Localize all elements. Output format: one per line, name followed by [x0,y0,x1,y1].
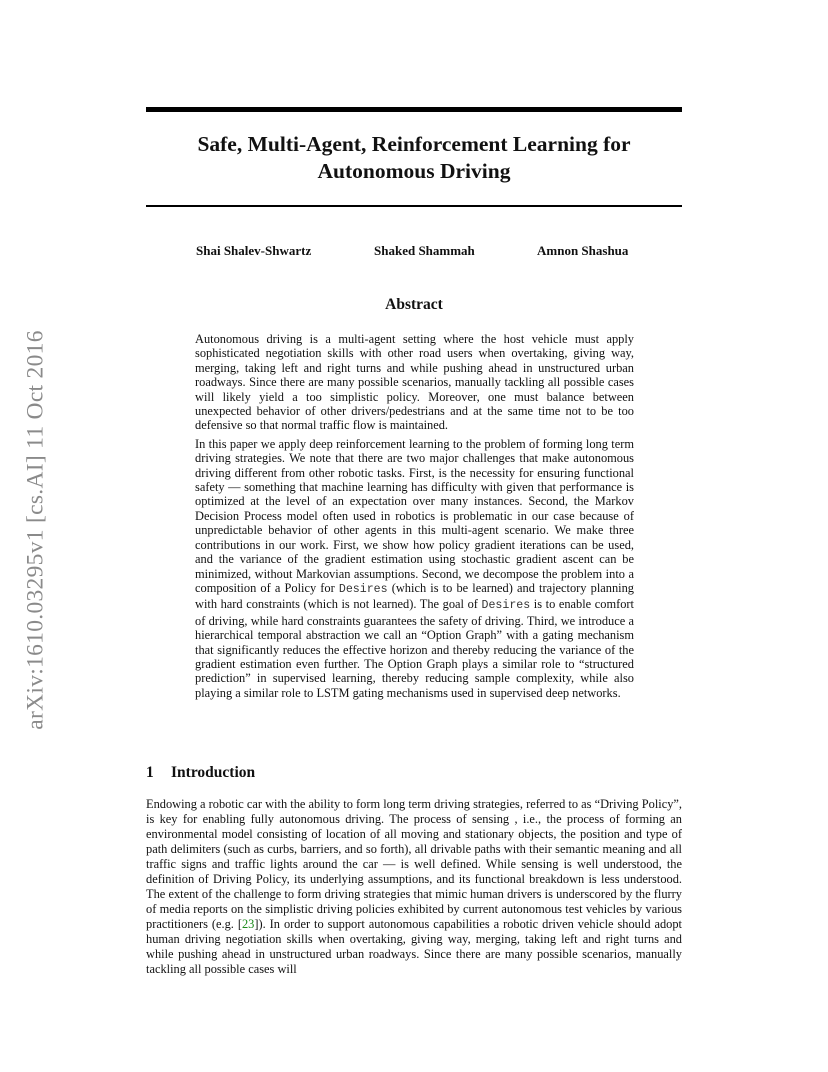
paper-title-line-2: Autonomous Driving [317,159,511,183]
paper-title-line-1: Safe, Multi-Agent, Reinforcement Learning for [197,132,631,156]
abstract-paragraph-1: Autonomous driving is a multi-agent setting where the host vehicle must apply sophisticated negotiation skills with other road users when overtaking, giving way, merging, taking left and right turns and while pushing ahead in unstructured urban roadways. Since there are many possible scenarios, manually tackling all possible cases will likely yield a too simplistic policy. Moreover, one must balance between unexpected behavior of other drivers/pedestrians and at the same time not to be too defensive so that normal traffic flow is maintained. [195,332,634,433]
abstract-heading: Abstract [385,296,443,313]
section-number: 1 [146,764,154,781]
desires-term: Desires [481,599,531,613]
section-heading [146,764,255,782]
introduction-text: Endowing a robotic car with the ability to form long term driving strategies, referred to as “Driving Policy”, is key for enabling fully autonomous driving. The process of sensing , i.e., the process of forming an environmental model consisting of location of all moving and stationary objects, the position and type of path delimiters (such as curbs, barriers, and so forth), all drivable paths with their semantic meaning and all traffic signs and traffic lights around the car — is well defined. While sensing is well understood, the definition of Driving Policy, its underlying assumptions, and its functional breakdown is less understood. The extent of the challenge to form driving strategies that mimic human drivers is underscored by the flurry of media reports on the simplistic driving policies exhibited by current autonomous test vehicles by various practitioners (e.g. [ [146,797,682,931]
arxiv-identifier-stamp: arXiv:1610.03295v1 [cs.AI] 11 Oct 2016 [22,330,49,730]
title-top-rule [146,107,682,112]
abstract-text: (which is to be learned) and trajectory planning with hard constraints (which is not learned). The goal of [195,580,635,612]
desires-term: Desires [338,582,388,596]
author-name: Shai Shalev-Shwartz [196,243,312,258]
title-bottom-rule [146,205,682,207]
abstract-text: is to enable comfort of driving, while hard constraints guarantees the safety of driving. Third, we introduce a hierarchical temporal abstraction we call an “Option Graph” with a gating mechanism that significantly reduces the effective horizon and thereby reducing the variance of the gradient estimation even further. The Option Graph plays a similar role to “structured prediction” in supervised learning, thereby reducing sample complexity, while also playing a similar role to LSTM gating mechanisms used in supervised deep networks. [195,597,634,700]
abstract-paragraph-2 [195,437,634,700]
paper-title [146,131,682,185]
abstract-text: In this paper we apply deep reinforcement learning to the problem of forming long term driving strategies. We note that there are two major challenges that make autonomous driving different from other robotic tasks. First, is the necessity for ensuring functional safety — something that machine learning has difficulty with given that performance is optimized at the level of an expectation over many instances. Second, the Markov Decision Process model often used in robotics is problematic in our case because of unpredictable behavior of other agents in this multi-agent scenario. We make three contributions in our work. First, we show how policy gradient iterations can be used, and the variance of the gradient estimation using stochastic gradient ascent can be minimized, without Markovian assumptions. Second, we decompose the problem into a composition of a Policy for [195,436,634,595]
section-title: Introduction [171,764,256,781]
author-name: Amnon Shashua [537,243,629,258]
author-name: Shaked Shammah [374,243,475,258]
introduction-text: ]). In order to support autonomous capabilities a robotic driven vehicle should adopt human driving negotiation skills when overtaking, giving way, merging, taking left and right turns and while pushing ahead in unstructured urban roadways. Since there are many possible scenarios, manually tackling all possible cases will [146,917,682,976]
introduction-paragraph [146,797,682,977]
citation-link[interactable]: 23 [241,917,255,931]
abstract-body [195,332,634,704]
